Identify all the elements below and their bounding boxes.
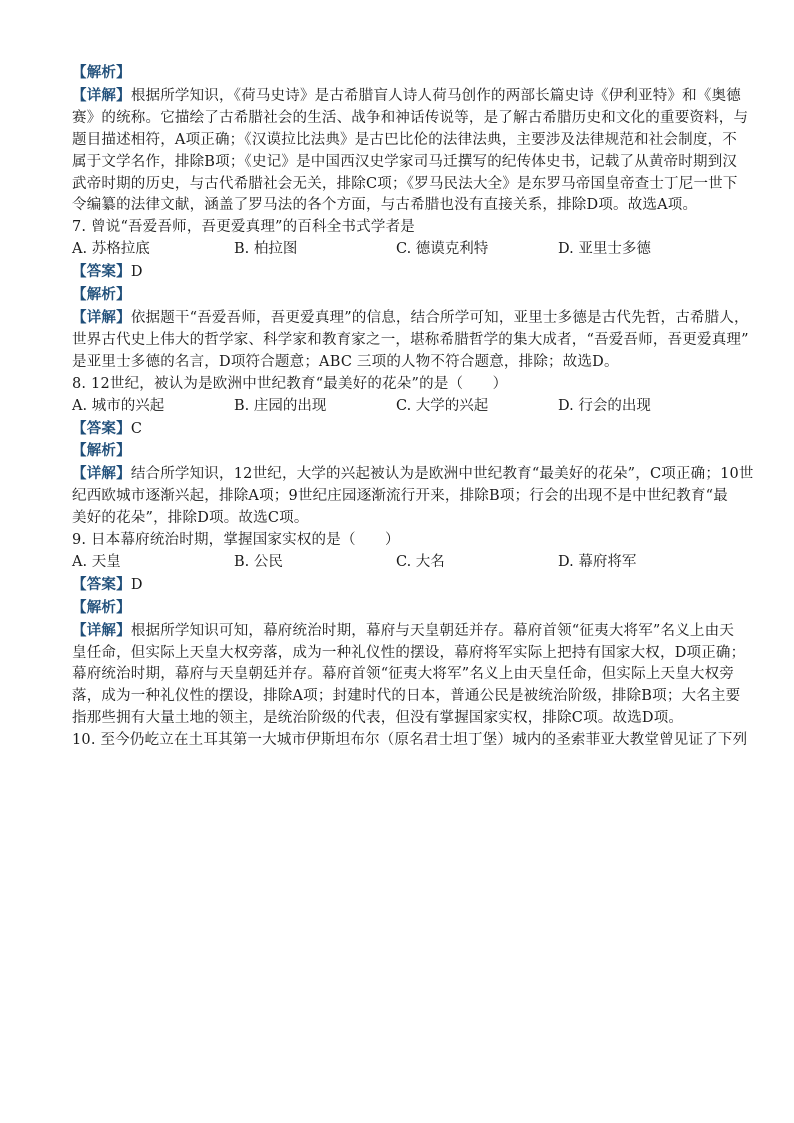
detail-paragraph-line: 【详解】根据所学知识，《荷马史诗》是古希腊盲人诗人荷马创作的两部长篇史诗《伊利亚特》和《奥德 <box>72 86 741 104</box>
detail-paragraph-line: 武帝时期的历史，与古代希腊社会无关，排除C项；《罗马民法大全》是东罗马帝国皇帝查士丁尼一世下 <box>72 175 738 192</box>
detail-paragraph-line: 指那些拥有大量土地的领主，是统治阶级的代表，但没有掌握国家实权，排除C项。故选D项。 <box>72 710 684 727</box>
question-stem: 9. 日本幕府统治时期，掌握国家实权的是（ ） <box>72 532 400 549</box>
option-c: C. 大学的兴起 <box>396 397 489 414</box>
option-d: D. 亚里士多德 <box>558 241 651 258</box>
question-stem: 8. 12世纪，被认为是欧洲中世纪教育“最美好的花朵”的是（ ） <box>72 375 508 392</box>
option-d: D. 行会的出现 <box>558 397 651 414</box>
detail-paragraph-line: 皇任命，但实际上天皇大权旁落，成为一种礼仪性的摆设，幕府将军实际上把持有国家大权，D项正确； <box>72 644 746 661</box>
detail-paragraph-line: 属于文学名作，排除B项；《史记》是中国西汉史学家司马迁撰写的纪传体史书，记载了从黄帝时期到汉 <box>72 153 738 170</box>
answer-line: 【答案】C <box>72 419 143 437</box>
document-page <box>72 62 754 752</box>
option-c: C. 德谟克利特 <box>396 241 489 258</box>
detail-paragraph-line: 赛》的统称。它描绘了古希腊社会的生活、战争和神话传说等，是了解古希腊历史和文化的重要资料，与 <box>72 109 749 126</box>
detail-paragraph-line: 【详解】结合所学知识，12世纪，大学的兴起被认为是欧洲中世纪教育“最美好的花朵”，C项正确；10世 <box>72 465 754 483</box>
option-b: B. 柏拉图 <box>234 241 298 258</box>
option-b: B. 庄园的出现 <box>234 397 327 414</box>
detail-paragraph-line: 纪西欧城市逐渐兴起，排除A项；9世纪庄园逐渐流行开来，排除B项；行会的出现不是中世纪教育“最 <box>72 488 728 505</box>
analysis-tag: 【解析】 <box>72 598 131 616</box>
option-b: B. 公民 <box>234 553 283 570</box>
detail-paragraph-line: 美好的花朵”，排除D项。故选C项。 <box>72 510 309 527</box>
question-stem: 7. 曾说“吾爱吾师，吾更爱真理”的百科全书式学者是 <box>72 219 415 236</box>
option-d: D. 幕府将军 <box>558 553 637 570</box>
option-c: C. 大名 <box>396 553 445 570</box>
option-a: A. 城市的兴起 <box>72 397 165 414</box>
options-row <box>72 396 722 418</box>
analysis-tag: 【解析】 <box>72 286 131 304</box>
question-stem: 10. 至今仍屹立在土耳其第一大城市伊斯坦布尔（原名君士坦丁堡）城内的圣索菲亚大教堂曾见证了下列 <box>72 732 748 749</box>
options-row <box>72 239 722 261</box>
detail-paragraph-line: 落，成为一种礼仪性的摆设，排除A项；封建时代的日本，普通公民是被统治阶级，排除B项；大名主要 <box>72 688 741 705</box>
option-a: A. 苏格拉底 <box>72 241 150 258</box>
option-a: A. 天皇 <box>72 553 121 570</box>
analysis-tag: 【解析】 <box>72 64 131 81</box>
detail-paragraph-line: 【详解】根据所学知识可知，幕府统治时期，幕府与天皇朝廷并存。幕府首领“征夷大将军”名义上由天 <box>72 621 735 639</box>
detail-paragraph-line: 是亚里士多德的名言，D项符合题意；ABC 三项的人物不符合题意，排除；故选D。 <box>72 353 619 370</box>
detail-paragraph-line: 令编纂的法律文献，涵盖了罗马法的各个方面，与古希腊也没有直接关系，排除D项。故选A项。 <box>72 197 698 214</box>
detail-paragraph-line: 世界古代史上伟大的哲学家、科学家和教育家之一，堪称希腊哲学的集大成者，“吾爱吾师，吾更爱真理” <box>72 331 749 348</box>
answer-line: 【答案】D <box>72 263 143 281</box>
detail-paragraph-line: 幕府统治时期，幕府与天皇朝廷并存。幕府首领“征夷大将军”名义上由天皇任命，但实际上天皇大权旁 <box>72 666 735 683</box>
options-row <box>72 552 722 574</box>
answer-line: 【答案】D <box>72 575 143 593</box>
analysis-tag: 【解析】 <box>72 442 131 460</box>
detail-paragraph-line: 题目描述相符，A项正确；《汉谟拉比法典》是古巴比伦的法律法典，主要涉及法律规范和社会制度，不 <box>72 131 737 148</box>
detail-paragraph-line: 【详解】依据题干“吾爱吾师，吾更爱真理”的信息，结合所学可知，亚里士多德是古代先哲，古希腊人， <box>72 308 749 326</box>
